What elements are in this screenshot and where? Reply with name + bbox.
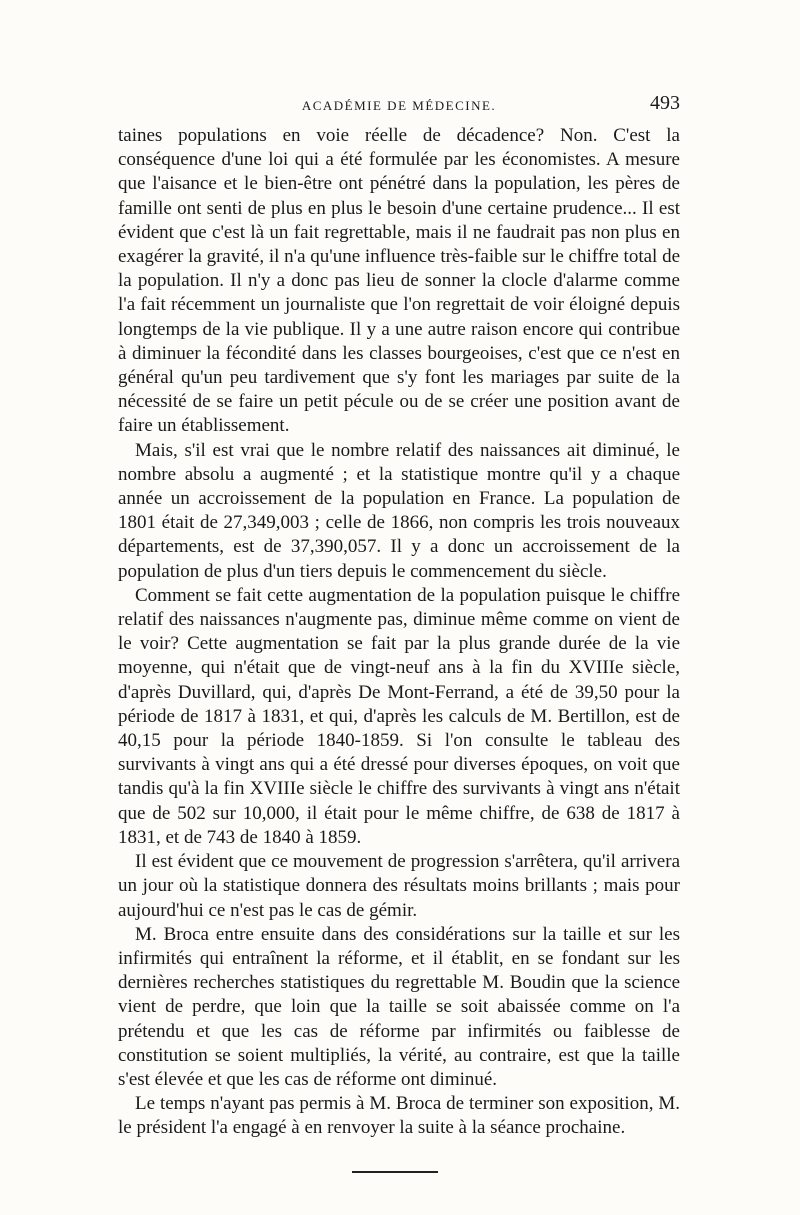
paragraph: Mais, s'il est vrai que le nombre relatif des naissances ait diminué, le nombre absolu a augmenté ; et la statistique montre qu'il y a chaque année un accroissement de la population en France. La population de 1801 était de 27,349,003 ; celle de 1866, non compris les trois nouveaux départements, est de 37,390,057. Il y a donc un accroissement de la population de plus d'un tiers depuis le commencement du siècle. [118,439,680,582]
running-title: ACADÉMIE DE MÉDECINE. [301,98,497,113]
section-end-rule [352,1171,438,1173]
page-number: 493 [650,92,680,114]
body-text [118,124,680,1141]
paragraph: Il est évident que ce mouvement de progression s'arrêtera, qu'il arrivera un jour où la statistique donnera des résultats moins brillants ; mais pour aujourd'hui ce n'est pas le cas de gémir. [118,851,680,921]
page-header [118,94,680,118]
paragraph: M. Broca entre ensuite dans des considérations sur la taille et sur les infirmités qui entraînent la réforme, et il établit, en se fondant sur les dernières recherches statistiques du regrettable M. Boudin que la science vient de perdre, que loin que la taille se soit abaissée comme on l'a prétendu et que les cas de réforme par infirmités ou faiblesse de constitution se soient multipliés, la vérité, au contraire, est que la taille s'est élevée et que les cas de réforme ont diminué. [118,923,680,1090]
paragraph: Comment se fait cette augmentation de la population puisque le chiffre relatif des naissances n'augmente pas, diminue même comme on vient de le voir? Cette augmentation se fait par la plus grande durée de la vie moyenne, qui n'était que de vingt-neuf ans à la fin du XVIIIe siècle, d'après Duvillard, qui, d'après De Mont-Ferrand, a été de 39,50 pour la période de 1817 à 1831, et qui, d'après les calculs de M. Bertillon, est de 40,15 pour la période 1840-1859. Si l'on consulte le tableau des survivants à vingt ans qui a été dressé pour diverses époques, on voit que tandis qu'à la fin XVIIIe siècle le chiffre des survivants à vingt ans n'était que de 502 sur 10,000, il était pour le même chiffre, de 638 de 1817 à 1831, et de 743 de 1840 à 1859. [118,584,680,848]
paragraph: Le temps n'ayant pas permis à M. Broca de terminer son exposition, M. le président l'a engagé à en renvoyer la suite à la séance prochaine. [118,1093,680,1139]
paragraph-continuation: taines populations en voie réelle de décadence? Non. C'est la conséquence d'une loi qui a été formulée par les économistes. A mesure que l'aisance et le bien-être ont pénétré dans la population, les pères de famille ont senti de plus en plus le besoin d'une certaine prudence... Il est évident que c'est là un fait regrettable, mais il ne faudrait pas non plus en exagérer la gravité, il n'a qu'une influence très-faible sur le chiffre total de la population. Il n'y a donc pas lieu de sonner la clocle d'alarme comme l'a fait récemment un journaliste que l'on regrettait de voir éloigné depuis longtemps de la vie publique. Il y a une autre raison encore qui contribue à diminuer la fécondité dans les classes bourgeoises, c'est que ce n'est en général qu'un peu tardivement que s'y font les mariages par suite de la nécessité de se faire un petit pécule ou de se créer une position avant de faire un établissement. [118,125,680,437]
